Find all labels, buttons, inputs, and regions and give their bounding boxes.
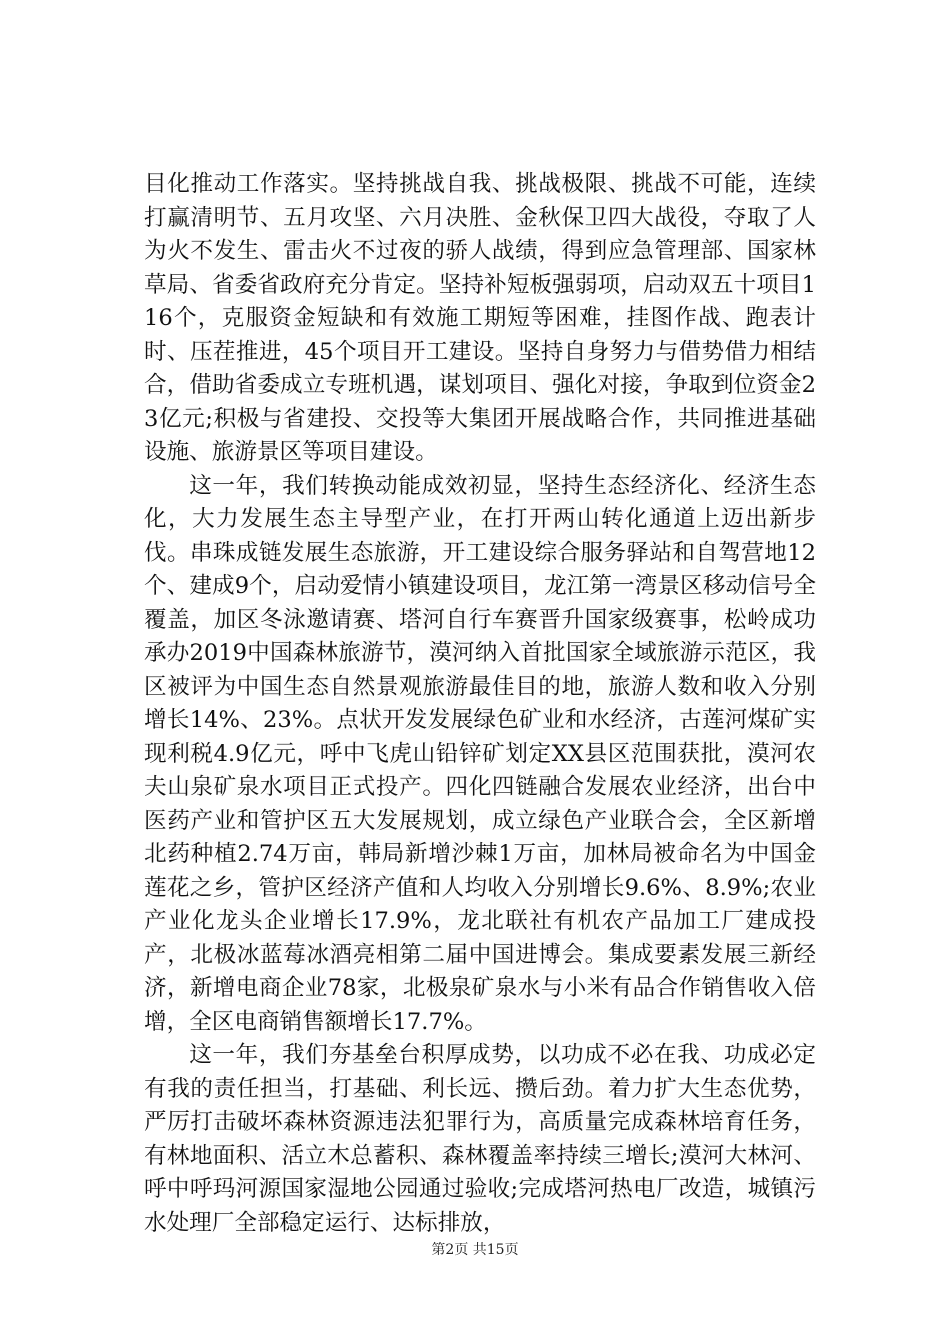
paragraph-2: 这一年，我们转换动能成效初显，坚持生态经济化、经济生态化，大力发展生态主导型产业，在打开两山转化通道上迈出新步伐。串珠成链发展生态旅游，开工建设综合服务驿站和自驾营地12个、建成9个，启动爱情小镇建设项目，龙江第一湾景区移动信号全覆盖，加区冬泳邀请赛、塔河自行车赛晋升国家级赛事，松岭成功承办2019中国森林旅游节，漠河纳入首批国家全域旅游示范区，我区被评为中国生态自然景观旅游最佳目的地，旅游人数和收入分别增长14%、23%。点状开发发展绿色矿业和水经济，古莲河煤矿实现利税4.9亿元，呼中飞虎山铅锌矿划定XX县区范围获批，漠河农夫山泉矿泉水项目正式投产。四化四链融合发展农业经济，出台中医药产业和管护区五大发展规划，成立绿色产业联合会，全区新增北药种植2.74万亩，韩局新增沙棘1万亩，加林局被命名为中国金莲花之乡，管护区经济产值和人均收入分别增长9.6%、8.9%;农业产业化龙头企业增长17.9%，龙北联社有机农产品加工厂建成投产，北极冰蓝莓冰酒亮相第二届中国进博会。集成要素发展三新经济，新增电商企业78家，北极泉矿泉水与小米有品合作销售收入倍增，全区电商销售额增长17.7%。: [144, 472, 816, 1035]
page-footer: 第2页 共15页: [431, 1242, 519, 1258]
document-body: [144, 168, 816, 1240]
paragraph-1: 目化推动工作落实。坚持挑战自我、挑战极限、挑战不可能，连续打赢清明节、五月攻坚、六月决胜、金秋保卫四大战役，夺取了人为火不发生、雷击火不过夜的骄人战绩，得到应急管理部、国家林草局、省委省政府充分肯定。坚持补短板强弱项，启动双五十项目116个，克服资金短缺和有效施工期短等困难，挂图作战、跑表计时、压茬推进，45个项目开工建设。坚持自身努力与借势借力相结合，借助省委成立专班机遇，谋划项目、强化对接，争取到位资金23亿元;积极与省建投、交投等大集团开展战略合作，共同推进基础设施、旅游景区等项目建设。: [144, 171, 816, 465]
paragraph-3: 这一年，我们夯基垒台积厚成势，以功成不必在我、功成必定有我的责任担当，打基础、利长远、攒后劲。着力扩大生态优势，严厉打击破坏森林资源违法犯罪行为，高质量完成森林培育任务，有林地面积、活立木总蓄积、森林覆盖率持续三增长;漠河大林河、呼中呼玛河源国家湿地公园通过验收;完成塔河热电厂改造，城镇污水处理厂全部稳定运行、达标排放，: [144, 1042, 816, 1236]
